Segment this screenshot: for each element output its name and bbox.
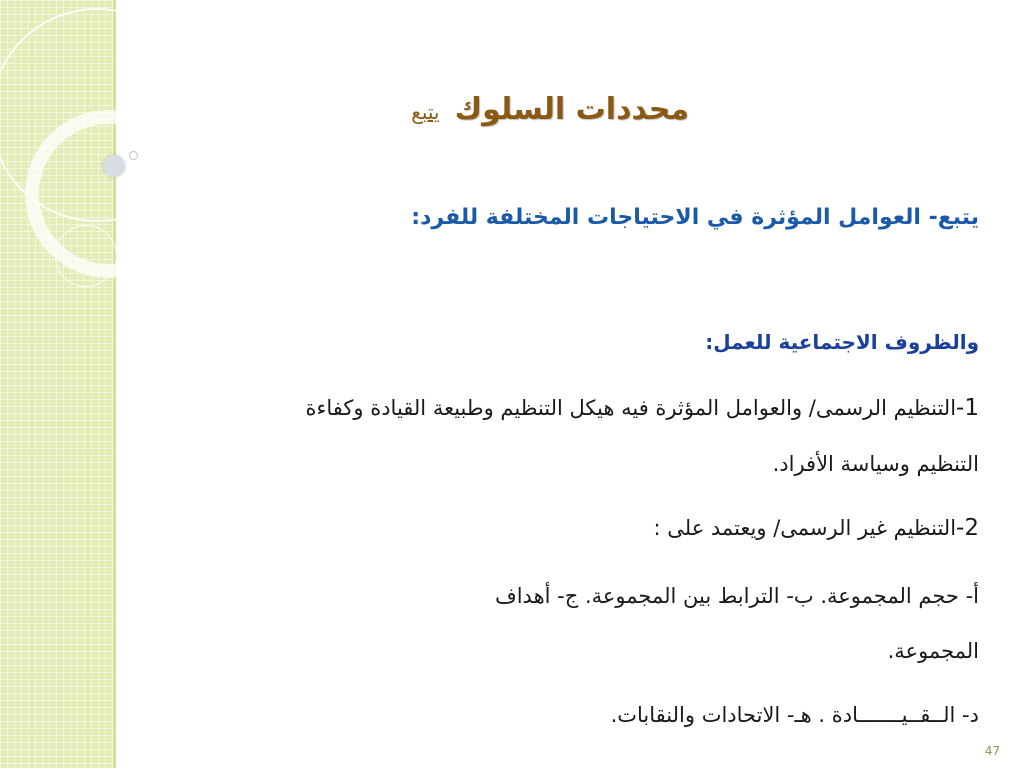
item-1-line-2: التنظيم وسياسة الأفراد. [772, 452, 979, 476]
list-line-2: المجموعة. [887, 639, 979, 663]
subsection-heading: والظروف الاجتماعية للعمل: [705, 330, 979, 354]
slide-title [411, 92, 689, 127]
list-line-3: د- الــقــيـــــــادة . هـ- الاتحادات والنقابات. [610, 703, 979, 727]
decorative-ring-small [55, 225, 117, 287]
item-2-line [654, 505, 980, 551]
decorative-dot-large [103, 155, 125, 177]
page-number: 47 [984, 744, 1000, 758]
item-1-text: التنظيم الرسمى/ والعوامل المؤثرة فيه هيكل التنظيم وطبيعة القيادة وكفاءة [305, 396, 957, 420]
slide-title-main: محددات السلوك [454, 92, 689, 127]
item-2-number: 2- [956, 515, 979, 541]
item-1-number: 1- [956, 395, 979, 421]
list-line-1: أ- حجم المجموعة. ب- الترابط بين المجموعة. ج- أهداف [494, 584, 979, 608]
item-1-line-1 [305, 385, 979, 431]
item-2-text: التنظيم غير الرسمى/ ويعتمد على : [653, 516, 957, 540]
slide-title-sub: يتبع [411, 100, 440, 124]
decorative-dot-small [129, 151, 138, 160]
section-heading: يتبع- العوامل المؤثرة في الاحتياجات المختلفة للفرد: [411, 205, 979, 230]
